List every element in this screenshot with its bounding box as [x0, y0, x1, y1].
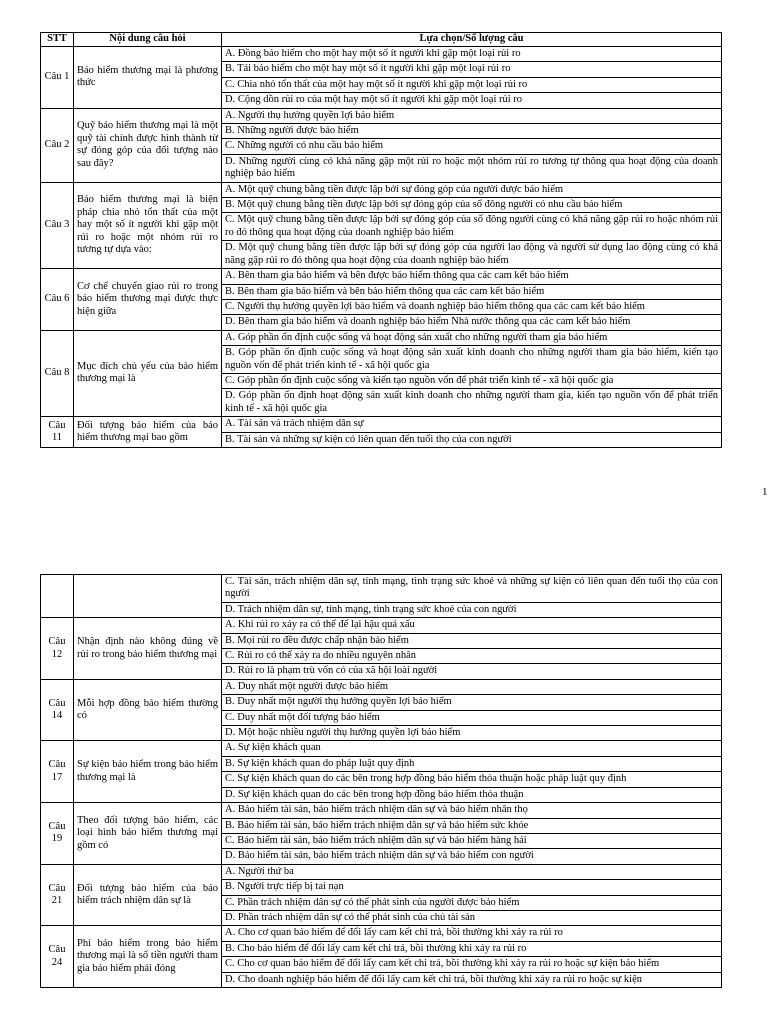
page-number: 1 — [762, 486, 768, 498]
answer-option: A. Khi rủi ro xảy ra có thể để lại hậu quả xấu — [222, 618, 722, 633]
question-number: Câu 17 — [41, 741, 74, 803]
question-number: Câu 2 — [41, 108, 74, 182]
answer-option: C. Tài sản, trách nhiệm dân sự, tính mạng, tình trạng sức khoẻ và những sự kiện có liên quan đến tuổi thọ của con người — [222, 575, 722, 603]
answer-option: C. Một quỹ chung bằng tiền được lập bởi sự đóng góp của số đông người cùng có khả năng gặp rủi ro hoặc nhóm rủi ro đó thông qua hoạt động của doanh nghiệp bảo hiểm — [222, 213, 722, 241]
table-body-1 — [41, 47, 722, 448]
table-body-2 — [41, 575, 722, 988]
answer-option: C. Góp phần ổn định cuộc sống và kiến tạo nguồn vốn để phát triển kinh tế - xã hội quốc gia — [222, 373, 722, 388]
question-text: Cơ chế chuyển giao rủi ro trong bảo hiểm thương mại được thực hiện giữa — [74, 269, 222, 331]
answer-option: D. Phần trách nhiệm dân sự có thể phát sinh của chủ tài sản — [222, 910, 722, 925]
answer-option: A. Tài sản và trách nhiệm dân sự — [222, 417, 722, 432]
answer-option: B. Cho bảo hiểm để đổi lấy cam kết chi trả, bồi thường khi xảy ra rủi ro — [222, 941, 722, 956]
answer-option: B. Duy nhất một người thụ hưởng quyền lợi bảo hiểm — [222, 695, 722, 710]
table-row — [41, 803, 722, 818]
question-number: Câu 11 — [41, 417, 74, 448]
answer-option: D. Trách nhiệm dân sự, tính mạng, tình trạng sức khoẻ của con người — [222, 602, 722, 617]
question-number: Câu 14 — [41, 679, 74, 741]
table-row — [41, 575, 722, 603]
question-text: Đối tượng bảo hiểm của bảo hiểm trách nhiệm dân sự là — [74, 864, 222, 926]
answer-option: C. Rủi ro có thể xảy ra do nhiều nguyên nhân — [222, 649, 722, 664]
question-number: Câu 19 — [41, 803, 74, 865]
exam-table-page-1 — [40, 32, 721, 448]
question-number — [41, 575, 74, 618]
question-text: Nhận định nào không đúng về rủi ro trong bảo hiểm thương mại — [74, 618, 222, 680]
question-text: Quỹ bảo hiểm thương mại là một quỹ tài chính được hình thành từ sự đóng góp của đối tượng nào sau đây? — [74, 108, 222, 182]
answer-option: C. Duy nhất một đối tượng bảo hiểm — [222, 710, 722, 725]
table-row — [41, 269, 722, 284]
answer-option: B. Tài sản và những sự kiện có liên quan đến tuổi thọ của con người — [222, 432, 722, 447]
answer-option: A. Sự kiện khách quan — [222, 741, 722, 756]
answer-option: C. Người thụ hưởng quyền lợi bảo hiểm và doanh nghiệp bảo hiểm thông qua các cam kết bảo hiểm — [222, 299, 722, 314]
answer-option: B. Một quỹ chung bằng tiền được lập bởi sự đóng góp của số đông người có nhu cầu bảo hiểm — [222, 198, 722, 213]
question-text: Bảo hiểm thương mại là phương thức — [74, 47, 222, 109]
answer-option: B. Mọi rủi ro đều được chấp nhận bảo hiểm — [222, 633, 722, 648]
answer-option: D. Cộng dồn rủi ro của một hay một số ít người khi gặp một loại rủi ro — [222, 93, 722, 108]
answer-option: C. Chia nhỏ tổn thất của một hay một số ít người khi gặp một loại rủi ro — [222, 77, 722, 92]
answer-option: B. Tái bảo hiểm cho một hay một số ít người khi gặp một loại rủi ro — [222, 62, 722, 77]
table-row — [41, 679, 722, 694]
answer-option: C. Những người có nhu cầu bảo hiểm — [222, 139, 722, 154]
table-row — [41, 864, 722, 879]
table-row — [41, 330, 722, 345]
question-number: Câu 6 — [41, 269, 74, 331]
table-row — [41, 741, 722, 756]
question-table-1 — [40, 32, 722, 448]
answer-option: B. Góp phần ổn định cuộc sống và hoạt động sản xuất kinh doanh cho những người tham gia bảo hiểm, kiến tạo nguồn vốn để phát triển kinh tế - xã hội quốc gia — [222, 346, 722, 374]
answer-option: D. Sự kiện khách quan do các bên trong hợp đồng bảo hiểm thỏa thuận — [222, 787, 722, 802]
answer-option: D. Góp phần ổn định hoạt động sản xuất kinh doanh cho những người tham gia, kiến tạo nguồn vốn để phát triển kinh tế - xã hội quốc gia — [222, 389, 722, 417]
answer-option: A. Bảo hiểm tài sản, bảo hiểm trách nhiệm dân sự và bảo hiểm nhân thọ — [222, 803, 722, 818]
table-header-row — [41, 33, 722, 47]
answer-option: A. Đồng bảo hiểm cho một hay một số ít người khi gặp một loại rủi ro — [222, 47, 722, 62]
answer-option: D. Những người cùng có khả năng gặp một rủi ro hoặc một nhóm rủi ro tương tự thông qua hoạt động của doanh nghiệp bảo hiểm — [222, 154, 722, 182]
question-text: Phí bảo hiểm trong bảo hiểm thương mại là số tiền người tham gia bảo hiểm phải đóng — [74, 926, 222, 988]
question-number: Câu 12 — [41, 618, 74, 680]
answer-option: C. Sự kiện khách quan do các bên trong hợp đồng bảo hiểm thỏa thuận hoặc pháp luật quy định — [222, 772, 722, 787]
question-number: Câu 24 — [41, 926, 74, 988]
answer-option: D. Rủi ro là phạm trù vốn có của xã hội loài người — [222, 664, 722, 679]
exam-table-page-2 — [40, 574, 721, 988]
answer-option: B. Sự kiện khách quan do pháp luật quy định — [222, 756, 722, 771]
answer-option: A. Cho cơ quan bảo hiểm để đổi lấy cam kết chi trả, bồi thường khi xảy ra rủi ro — [222, 926, 722, 941]
question-number: Câu 8 — [41, 330, 74, 416]
answer-option: B. Bảo hiểm tài sản, bảo hiểm trách nhiệm dân sự và bảo hiểm sức khỏe — [222, 818, 722, 833]
question-text: Mục đích chủ yếu của bảo hiểm thương mại là — [74, 330, 222, 416]
header-stt: STT — [41, 33, 74, 47]
question-text: Mỗi hợp đồng bảo hiểm thường có — [74, 679, 222, 741]
answer-option: D. Một hoặc nhiều người thụ hưởng quyền lợi bảo hiểm — [222, 726, 722, 741]
answer-option: A. Bên tham gia bảo hiểm và bên được bảo hiểm thông qua các cam kết bảo hiểm — [222, 269, 722, 284]
answer-option: A. Góp phần ổn định cuộc sống và hoạt động sản xuất cho những người tham gia bảo hiểm — [222, 330, 722, 345]
table-row — [41, 926, 722, 941]
question-number: Câu 21 — [41, 864, 74, 926]
question-number: Câu 1 — [41, 47, 74, 109]
answer-option: B. Những người được bảo hiểm — [222, 124, 722, 139]
answer-option: D. Bên tham gia bảo hiểm và doanh nghiệp bảo hiểm Nhà nước thông qua các cam kết bảo hiểm — [222, 315, 722, 330]
answer-option: D. Một quỹ chung bằng tiền được lập bởi sự đóng góp của người lao động và người sử dụng lao động cùng có khả năng gặp rủi ro đó thông qua hoạt động của doanh nghiệp bảo hiểm — [222, 241, 722, 269]
table-row — [41, 417, 722, 432]
answer-option: A. Người thụ hưởng quyền lợi bảo hiểm — [222, 108, 722, 123]
answer-option: D. Bảo hiểm tài sản, bảo hiểm trách nhiệm dân sự và bảo hiểm con người — [222, 849, 722, 864]
answer-option: A. Người thứ ba — [222, 864, 722, 879]
table-row — [41, 108, 722, 123]
answer-option: C. Phần trách nhiệm dân sự có thể phát sinh của người được bảo hiểm — [222, 895, 722, 910]
answer-option: D. Cho doanh nghiệp bảo hiểm để đổi lấy cam kết chi trả, bồi thường khi xảy ra rủi ro hoặc sự kiện — [222, 972, 722, 987]
question-text: Đối tượng bảo hiểm của bảo hiểm thương mại bao gồm — [74, 417, 222, 448]
table-row — [41, 618, 722, 633]
question-text: Sự kiện bảo hiểm trong bảo hiểm thương mại là — [74, 741, 222, 803]
question-table-2 — [40, 574, 722, 988]
question-text — [74, 575, 222, 618]
answer-option: A. Một quỹ chung bằng tiền được lập bởi sự đóng góp của người được bảo hiểm — [222, 182, 722, 197]
answer-option: B. Bên tham gia bảo hiểm và bên bảo hiểm thông qua các cam kết bảo hiểm — [222, 284, 722, 299]
header-question: Nội dung câu hỏi — [74, 33, 222, 47]
table-row — [41, 47, 722, 62]
header-options: Lựa chọn/Số lượng câu — [222, 33, 722, 47]
answer-option: B. Người trực tiếp bị tai nạn — [222, 880, 722, 895]
question-text: Theo đối tượng bảo hiểm, các loại hình bảo hiểm thương mại gồm có — [74, 803, 222, 865]
answer-option: C. Cho cơ quan bảo hiểm để đổi lấy cam kết chi trả, bồi thường khi xảy ra rủi ro hoặc sự kiện bảo hiểm — [222, 957, 722, 972]
answer-option: A. Duy nhất một người được bảo hiểm — [222, 679, 722, 694]
question-number: Câu 3 — [41, 182, 74, 268]
answer-option: C. Bảo hiểm tài sản, bảo hiểm trách nhiệm dân sự và bảo hiểm hàng hải — [222, 833, 722, 848]
table-row — [41, 182, 722, 197]
question-text: Bảo hiểm thương mại là biện pháp chia nhỏ tổn thất của một hay một số ít người khi gặp một rủi ro hoặc một nhóm rủi ro tương tự dựa vào: — [74, 182, 222, 268]
